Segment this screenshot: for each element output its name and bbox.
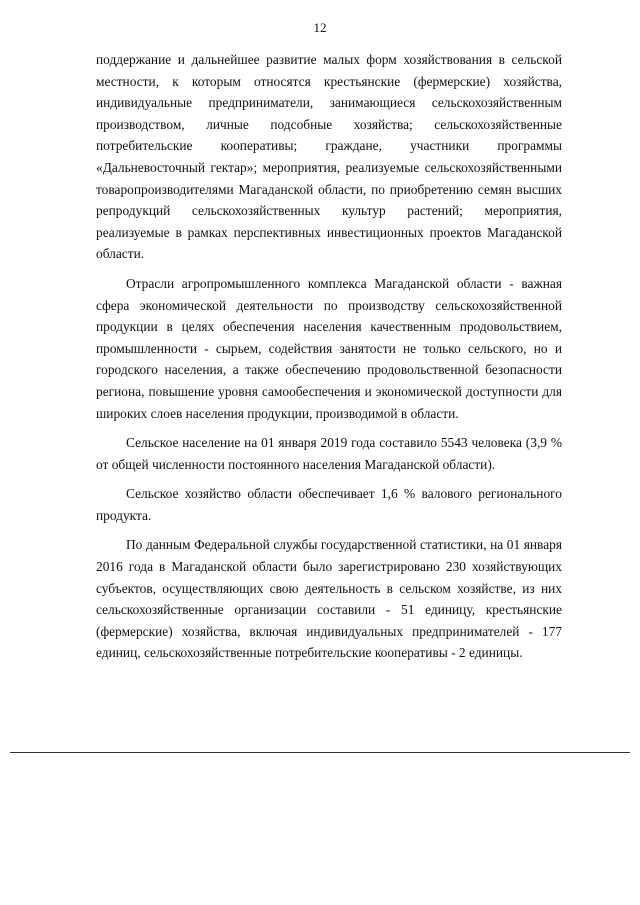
- paragraph-statistics: По данным Федеральной службы государственной статистики, на 01 января 2016 года в Магаданской области было зарегистрировано 230 хозяйствующих субъектов, осуществляющих свою деятельность в сельском хозяйстве, из них сельскохозяйственные организации составили - 51 единицу, крестьянские (фермерские) хозяйства, включая индивидуальных предпринимателей - 177 единиц, сельскохозяйственные потребительские кооперативы - 2 единицы.: [96, 537, 562, 661]
- paragraph-small-farms: поддержание и дальнейшее развитие малых форм хозяйствования в сельской местности, к которым относятся крестьянские (фермерские) хозяйства, индивидуальные предприниматели, занимающиеся сельскохозяйственным производством, личные подсобные хозяйства; сельскохозяйственные потребительские кооперативы; граждане, участники программы «Дальневосточный гектар»; мероприятия, реализуемые сельскохозяйственными товаропроизводителями Магаданской области, по приобретению семян высших репродукций сельскохозяйственных культур растений; мероприятия, реализуемые в рамках перспективных инвестиционных проектов Магаданской области.: [96, 52, 562, 262]
- paragraph-rural-population: Сельское население на 01 января 2019 года составило 5543 человека (3,9 % от общей численности постоянного населения Магаданской области).: [96, 435, 562, 472]
- paragraph-agro-industry: Отрасли агропромышленного комплекса Магаданской области - важная сфера экономической деятельности по производству сельскохозяйственной продукции в целях обеспечения населения качественным продовольствием, промышленности - сырьем, содействия занятости не только сельского, но и городского населения, а также обеспечению продовольственной безопасности региона, повышение уровня самообеспечения и экономической доступности для широких слоев населения продукции, производимой в области.: [96, 275, 562, 421]
- document-body: [96, 49, 562, 664]
- footer-divider: [10, 752, 630, 753]
- page-number: 12: [313, 20, 327, 35]
- paragraph-agriculture-share: Сельское хозяйство области обеспечивает 1,6 % валового регионального продукта.: [96, 486, 562, 523]
